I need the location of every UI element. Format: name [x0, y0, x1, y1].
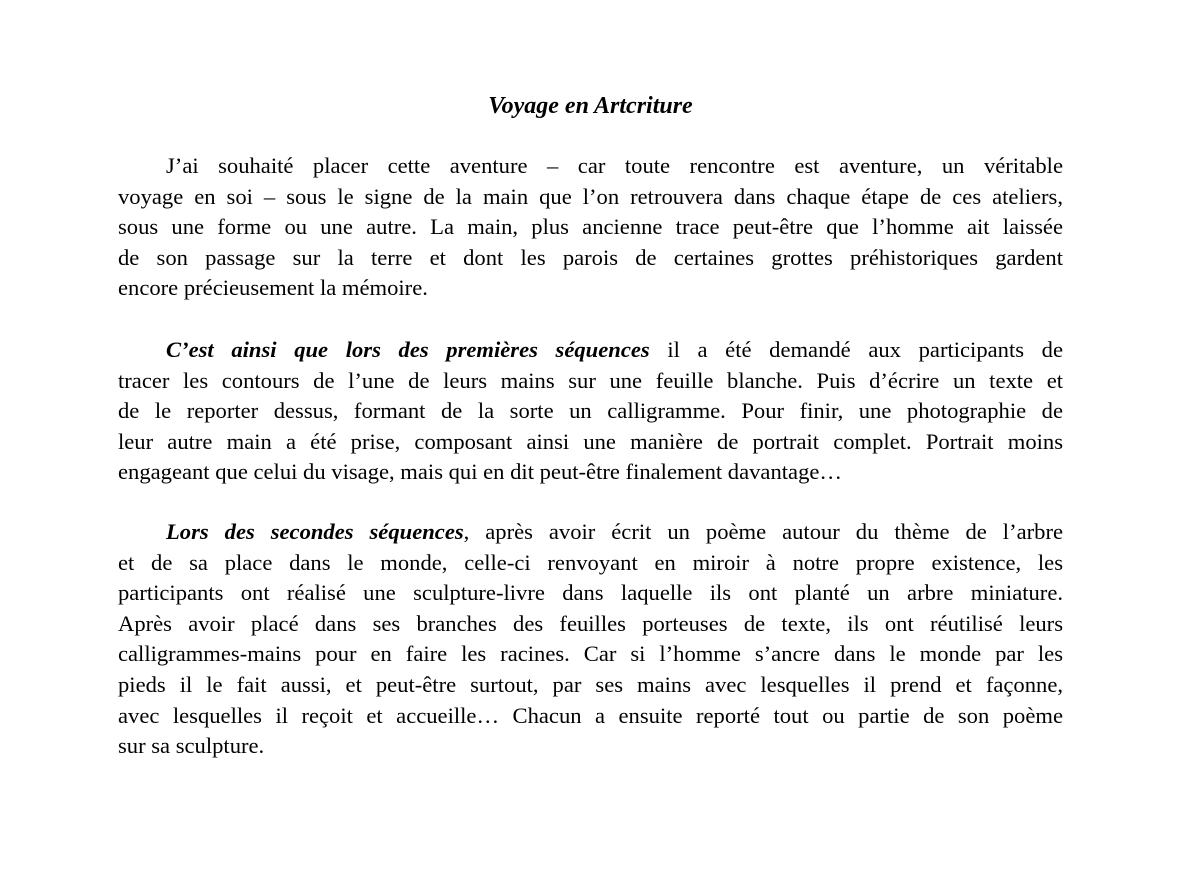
text-line [118, 517, 1063, 548]
text-line: de le reporter dessus, formant de la sorte un calligramme. Pour finir, une photographie de [118, 398, 1063, 424]
document-title: Voyage en Artcriture [488, 93, 693, 119]
paragraph-first-sequences [118, 335, 1063, 488]
text-line: engageant que celui du visage, mais qui en dit peut-être finalement davantage… [118, 459, 842, 485]
text-run: , après avoir écrit un poème autour du thème de l’arbre [463, 519, 1063, 544]
text-line: leur autre main a été prise, composant ainsi une manière de portrait complet. Portrait moins [118, 428, 1063, 454]
text-line: J’ai souhaité placer cette aventure – car toute rencontre est aventure, un véritable [166, 153, 1063, 178]
text-line: et de sa place dans le monde, celle-ci renvoyant en miroir à notre propre existence, les [118, 549, 1063, 575]
paragraph-lead: Lors des secondes séquences [166, 519, 464, 544]
text-line: calligrammes-mains pour en faire les racines. Car si l’homme s’ancre dans le monde par les [118, 641, 1063, 667]
text-line: pieds il le fait aussi, et peut-être surtout, par ses mains avec lesquelles il prend et façonne, [118, 671, 1063, 697]
text-line: sous une forme ou une autre. La main, plus ancienne trace peut-être que l’homme ait laissée [118, 214, 1063, 240]
text-line: de son passage sur la terre et dont les parois de certaines grottes préhistoriques gardent [118, 244, 1063, 270]
text-line [118, 335, 1063, 366]
paragraph-lead: C’est ainsi que lors des premières séquences [166, 337, 650, 362]
text-run: il a été demandé aux participants de [649, 337, 1063, 362]
text-line: avec lesquelles il reçoit et accueille… Chacun a ensuite reporté tout ou partie de son poème [118, 702, 1063, 728]
paragraph-intro [118, 151, 1063, 304]
text-line: tracer les contours de l’une de leurs mains sur une feuille blanche. Puis d’écrire un texte et [118, 367, 1063, 393]
text-line: voyage en soi – sous le signe de la main que l’on retrouvera dans chaque étape de ces ateliers, [118, 183, 1063, 209]
text-line: participants ont réalisé une sculpture-livre dans laquelle ils ont planté un arbre miniature. [118, 580, 1063, 606]
paragraph-second-sequences [118, 517, 1063, 762]
text-line: sur sa sculpture. [118, 733, 265, 759]
text-line: encore précieusement la mémoire. [118, 275, 428, 301]
text-line: Après avoir placé dans ses branches des feuilles porteuses de texte, ils ont réutilisé leurs [118, 610, 1063, 636]
